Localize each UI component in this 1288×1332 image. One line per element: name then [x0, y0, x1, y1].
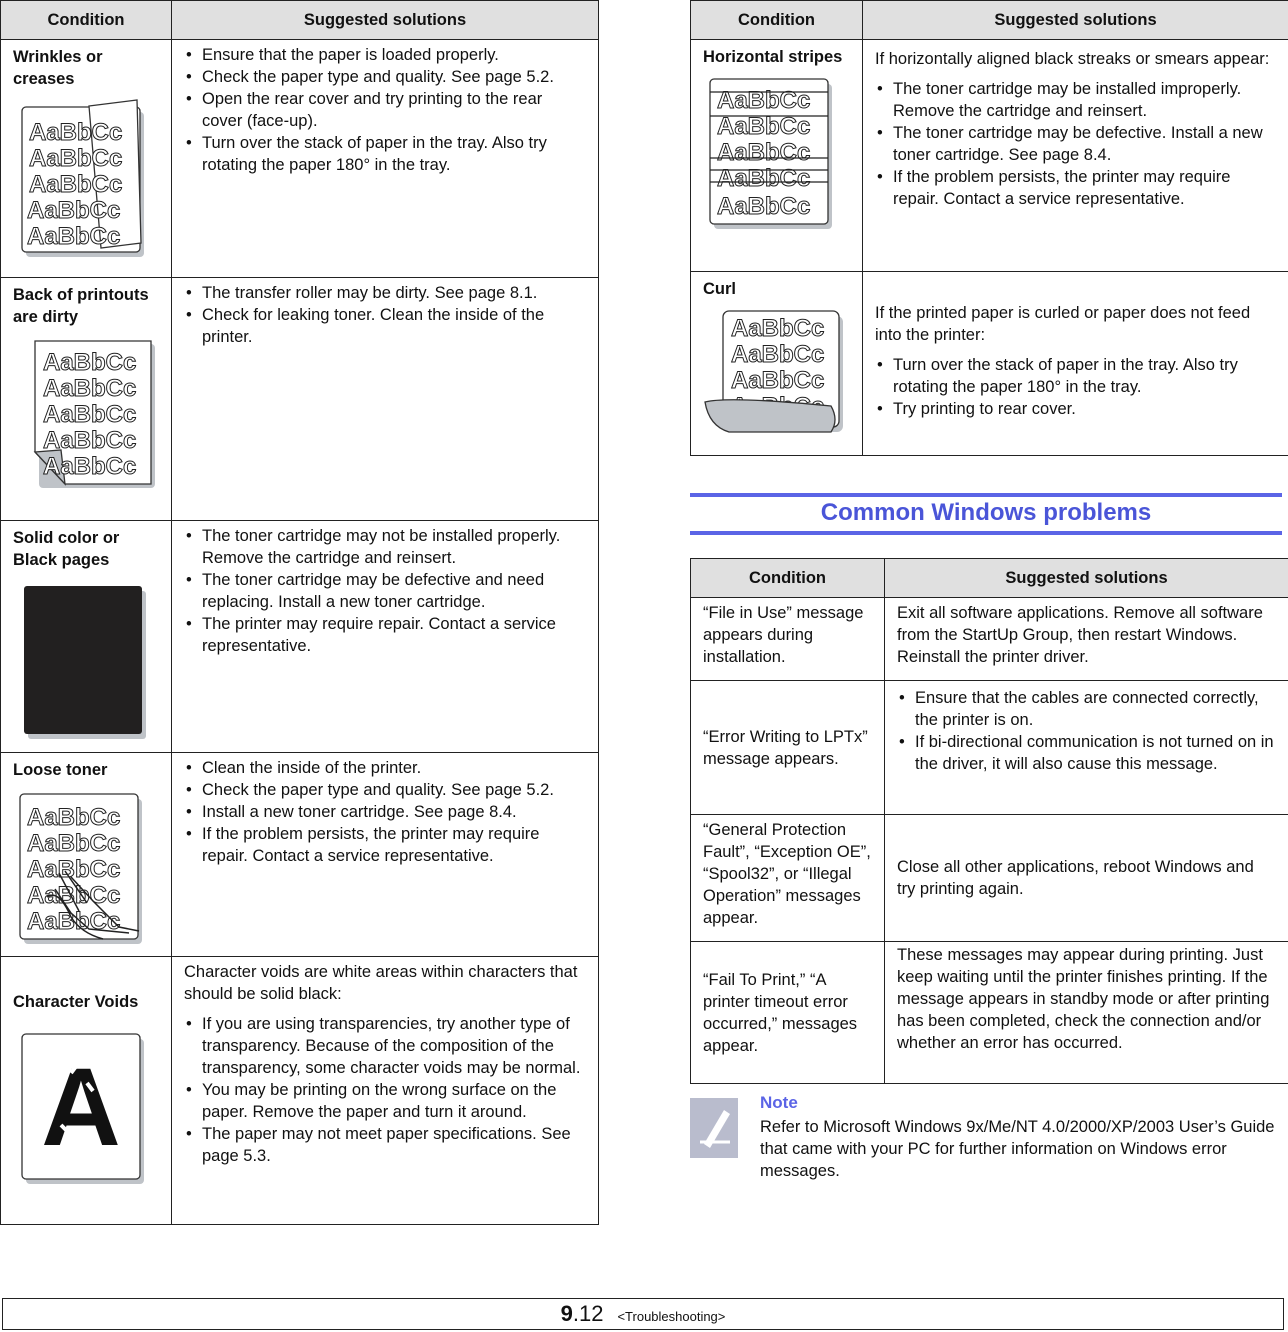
curled-paper-illustration — [699, 310, 843, 434]
solution-intro: Character voids are white areas within characters that should be solid black: — [184, 961, 586, 1005]
sample-text: AaBbCc — [43, 375, 136, 402]
dirty-back-paper-illustration — [21, 340, 155, 490]
solution-item: • The toner cartridge may be defective. Install a new toner cartridge. See page 8.4. — [875, 122, 1276, 166]
black-page-illustration — [23, 585, 149, 741]
note-text: Refer to Microsoft Windows 9x/Me/NT 4.0/2000/XP/2003 User’s Guide that came with your PC for further information on Windows error messages. — [760, 1116, 1280, 1182]
section-title-text: Common Windows problems — [690, 498, 1282, 528]
condition-header: Condition — [691, 559, 885, 598]
sample-text: AaBbCc — [27, 197, 120, 224]
solution-item: • The toner cartridge may be installed improperly. Remove the cartridge and reinsert. — [875, 78, 1276, 122]
sample-text: AaBbCc — [27, 856, 120, 883]
note-pencil-icon — [690, 1096, 742, 1160]
condition-label: Character Voids — [13, 991, 159, 1013]
solution-item: • The paper may not meet paper specifications. See page 5.3. — [184, 1123, 586, 1167]
condition-cell — [691, 40, 863, 272]
solution-item: • Turn over the stack of paper in the tray. Also try rotating the paper 180° in the tray. — [184, 132, 586, 176]
section-name: <Troubleshooting> — [617, 1309, 725, 1324]
solution-cell — [172, 521, 599, 753]
solution-item: • Check the paper type and quality. See page 5.2. — [184, 66, 586, 88]
condition-cell — [1, 957, 172, 1225]
table-row — [691, 681, 1288, 815]
print-quality-table-right — [690, 0, 1288, 456]
condition-label: Loose toner — [13, 757, 159, 781]
loose-toner-illustration — [19, 793, 143, 945]
page-footer — [2, 1298, 1284, 1330]
solution-cell — [172, 278, 599, 521]
condition-cell: “Fail To Print,” “A printer timeout error occurred,” messages appear. — [691, 942, 885, 1084]
sample-text: AaBbCc — [29, 145, 122, 172]
table-row — [691, 815, 1288, 942]
solution-cell — [863, 272, 1288, 456]
sample-text: AaBbCc — [27, 830, 120, 857]
note-box — [690, 1092, 1288, 1172]
solution-list — [897, 687, 1276, 775]
solution-item: • If you are using transparencies, try another type of transparency. Because of the composition of the transparency, some character voids may be normal. — [184, 1013, 586, 1079]
sample-text: AaBbCc — [731, 315, 824, 342]
sample-text: AaBbCc — [27, 882, 120, 909]
solution-item: • Turn over the stack of paper in the tray. Also try rotating the paper 180° in the tray. — [875, 354, 1276, 398]
solution-list — [875, 78, 1276, 210]
solution-cell — [885, 681, 1288, 815]
condition-label: “Error Writing to LPTx” message appears. — [703, 726, 872, 770]
condition-cell — [1, 40, 172, 278]
table-row — [691, 942, 1288, 1084]
condition-label: Horizontal stripes — [703, 44, 850, 68]
solution-cell — [172, 957, 599, 1225]
horizontal-stripes-illustration — [709, 78, 833, 230]
table-row — [691, 598, 1288, 681]
sample-text: AaBbCc — [43, 349, 136, 376]
solution-list — [875, 354, 1276, 420]
solution-intro: If the printed paper is curled or paper does not feed into the printer: — [875, 302, 1276, 346]
table-header-row — [691, 559, 1288, 598]
sample-text: AaBbCc — [43, 427, 136, 454]
section-title — [690, 493, 1282, 535]
solution-item: • Clean the inside of the printer. — [184, 757, 586, 779]
solution-item: • The printer may require repair. Contact a service representative. — [184, 613, 586, 657]
solution-item: • Open the rear cover and try printing to the rear cover (face-up). — [184, 88, 586, 132]
sample-text: AaBbCc — [27, 223, 120, 250]
solution-cell — [863, 40, 1288, 272]
page-number — [561, 1301, 604, 1326]
solution-list — [184, 1013, 586, 1167]
windows-problems-table — [690, 558, 1288, 1084]
table-header-row — [1, 1, 599, 40]
solution-intro: If horizontally aligned black streaks or smears appear: — [875, 48, 1276, 70]
solution-list — [184, 525, 586, 657]
solution-item: • Check the paper type and quality. See page 5.2. — [184, 779, 586, 801]
solution-item: • The toner cartridge may be defective and need replacing. Install a new toner cartridge. — [184, 569, 586, 613]
condition-label: Solid color or Black pages — [13, 525, 159, 571]
solution-item: • You may be printing on the wrong surface on the paper. Remove the paper and turn it around. — [184, 1079, 586, 1123]
chapter-number: 9 — [561, 1301, 573, 1326]
title-rule-top — [690, 493, 1282, 497]
table-header-row — [691, 1, 1288, 40]
condition-label: Wrinkles or creases — [13, 44, 159, 90]
note-title: Note — [760, 1092, 798, 1114]
void-letter: A — [41, 1046, 120, 1169]
table-row — [1, 278, 599, 521]
solution-list — [184, 282, 586, 348]
solution-list — [184, 757, 586, 867]
sample-text: AaBbCc — [717, 139, 810, 166]
solution-list — [184, 44, 586, 176]
condition-cell — [1, 278, 172, 521]
condition-cell — [1, 753, 172, 957]
solution-cell: These messages may appear during printing. Just keep waiting until the printer finishes printing. If the message appears in standby mode or after printing has been completed, check the connection and/or whether an error has occurred. — [885, 942, 1288, 1084]
sample-text: AaBbCc — [43, 453, 136, 480]
page-suffix: .12 — [573, 1301, 604, 1326]
table-row — [1, 753, 599, 957]
condition-cell: “File in Use” message appears during installation. — [691, 598, 885, 681]
solution-item: • Try printing to rear cover. — [875, 398, 1276, 420]
title-rule-bottom — [690, 531, 1282, 535]
solution-cell: Exit all software applications. Remove all software from the StartUp Group, then restart Windows. Reinstall the printer driver. — [885, 598, 1288, 681]
solution-item: • If the problem persists, the printer may require repair. Contact a service representative. — [875, 166, 1276, 210]
sample-text: AaBbCc — [717, 113, 810, 140]
solution-item: • If bi-directional communication is not turned on in the driver, it will also cause this message. — [897, 731, 1276, 775]
condition-header: Condition — [691, 1, 863, 40]
solution-item: • Install a new toner cartridge. See page 8.4. — [184, 801, 586, 823]
solution-item: • Ensure that the paper is loaded properly. — [184, 44, 586, 66]
table-row — [1, 957, 599, 1225]
condition-cell — [1, 521, 172, 753]
solution-item: • Check for leaking toner. Clean the inside of the printer. — [184, 304, 586, 348]
sample-text: AaBbCc — [29, 171, 122, 198]
sample-text: AaBbCc — [731, 341, 824, 368]
solution-cell — [172, 753, 599, 957]
table-row — [691, 272, 1288, 456]
solution-item: • Ensure that the cables are connected correctly, the printer is on. — [897, 687, 1276, 731]
sample-text: AaBbCc — [27, 908, 120, 935]
condition-label: Curl — [703, 276, 850, 300]
sample-text: AaBbCc — [27, 804, 120, 831]
solutions-header: Suggested solutions — [863, 1, 1288, 40]
sample-text: AaBbCc — [717, 165, 810, 192]
sample-text: AaBbCc — [717, 193, 810, 220]
character-void-illustration — [21, 1033, 145, 1185]
print-quality-table-left — [0, 0, 599, 1225]
table-row — [1, 40, 599, 278]
wrinkled-paper-illustration — [19, 98, 147, 258]
sample-text: AaBbCc — [29, 119, 122, 146]
sample-text: AaBbCc — [43, 401, 136, 428]
condition-header: Condition — [1, 1, 172, 40]
sample-text: AaBbCc — [717, 87, 810, 114]
table-row — [1, 521, 599, 753]
solutions-header: Suggested solutions — [172, 1, 599, 40]
solutions-header: Suggested solutions — [885, 559, 1288, 598]
sample-text: AaBbCc — [731, 367, 824, 394]
solution-item: • The toner cartridge may not be installed properly. Remove the cartridge and reinsert. — [184, 525, 586, 569]
solution-item: • If the problem persists, the printer may require repair. Contact a service representative. — [184, 823, 586, 867]
condition-label: Back of printouts are dirty — [13, 282, 159, 328]
condition-cell — [691, 681, 885, 815]
solution-cell — [172, 40, 599, 278]
solution-cell: Close all other applications, reboot Windows and try printing again. — [885, 815, 1288, 942]
table-row — [691, 40, 1288, 272]
solution-item: • The transfer roller may be dirty. See page 8.1. — [184, 282, 586, 304]
condition-cell — [691, 272, 863, 456]
condition-cell: “General Protection Fault”, “Exception OE”, “Spool32”, or “Illegal Operation” messages appear. — [691, 815, 885, 942]
